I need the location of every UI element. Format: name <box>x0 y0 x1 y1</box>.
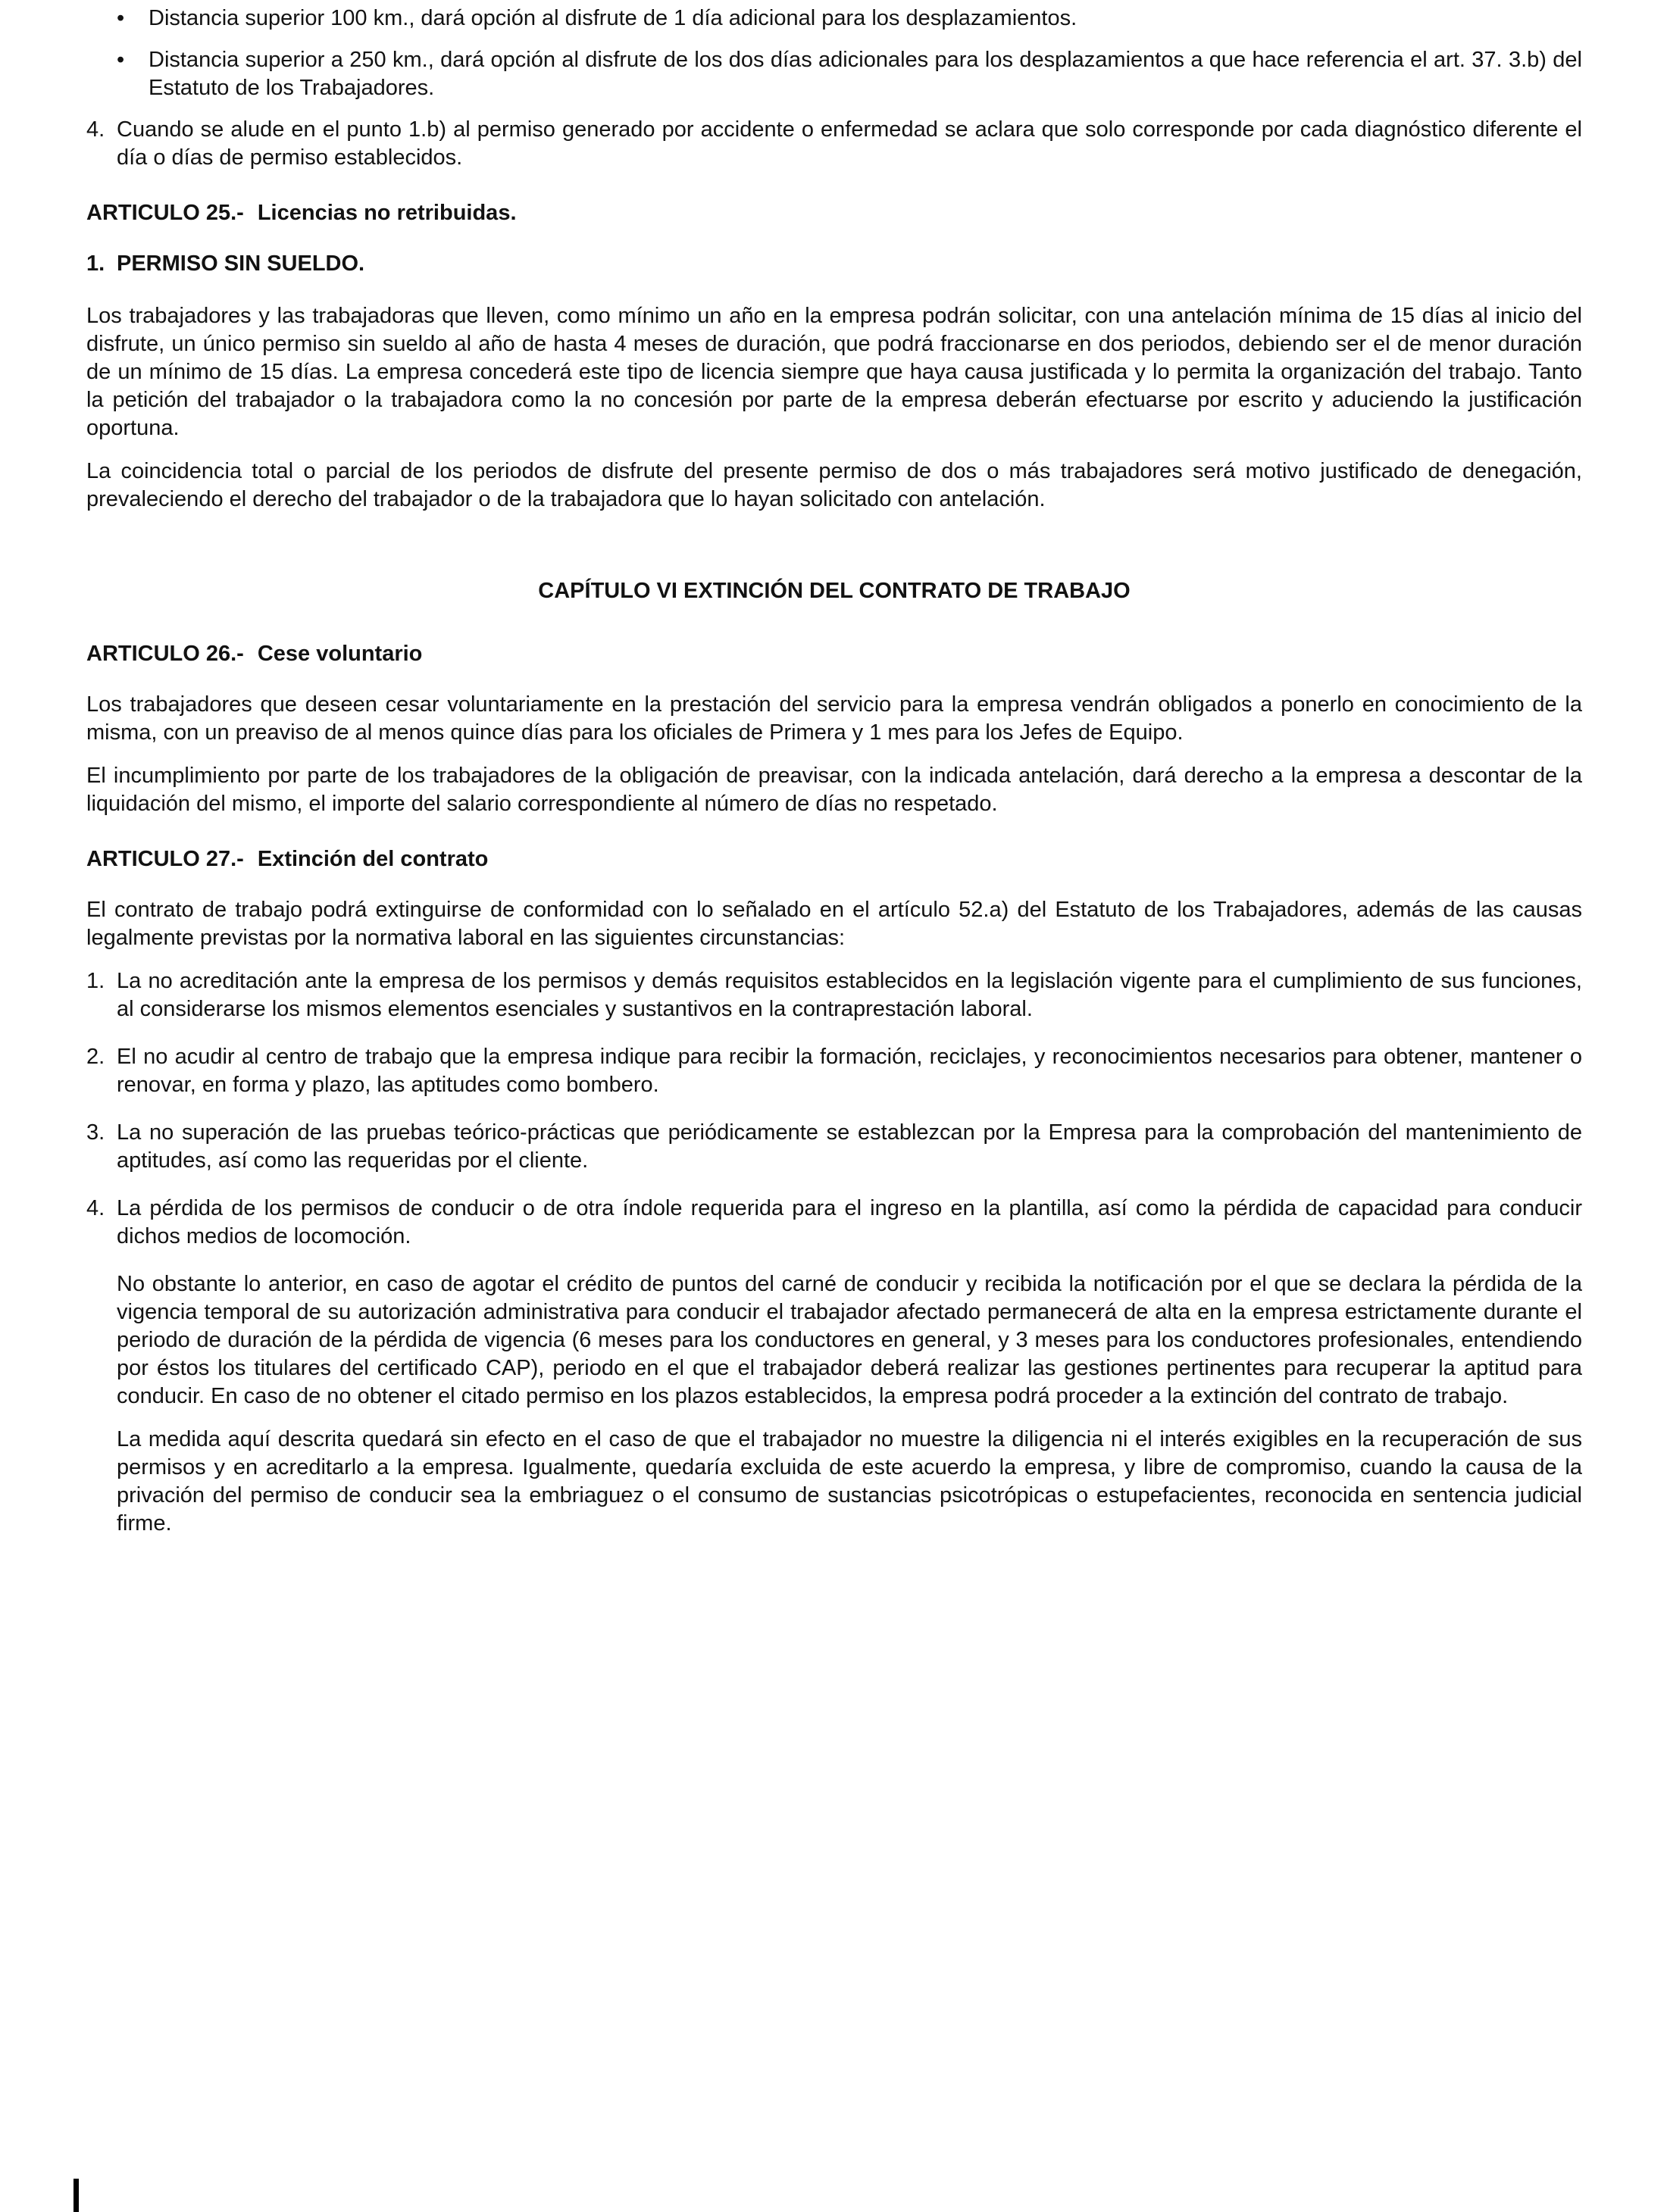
article-27-label: ARTICULO 27.- <box>86 847 244 871</box>
article-25-heading <box>86 199 1582 227</box>
circumstance-item <box>86 1195 1582 1251</box>
circumstance-item <box>86 1119 1582 1175</box>
paragraph: Los trabajadores que deseen cesar voluntariamente en la prestación del servicio para la empresa vendrán obligados a ponerlo en conocimiento de la misma, con un preaviso de al menos quince días para los oficiales de Primera y 1 mes para los Jefes de Equipo. <box>86 692 1582 745</box>
bullet-item <box>117 5 1582 33</box>
item-number: 1. <box>86 969 105 993</box>
article-27-title: Extinción del contrato <box>257 847 489 871</box>
bullet-text: Distancia superior 100 km., dará opción al disfrute de 1 día adicional para los desplazamientos. <box>149 6 1077 30</box>
bullet-marker-icon: • <box>117 6 125 30</box>
heading-number: 1. <box>86 252 105 276</box>
paragraph: Los trabajadores y las trabajadoras que lleven, como mínimo un año en la empresa podrán solicitar, con una antelación mínima de 15 días al inicio del disfrute, un único permiso sin sueldo al año de hasta 4 meses de duración, que podrá fraccionarse en dos periodos, debiendo ser el de menor duración de un mínimo de 15 días. La empresa concederá este tipo de licencia siempre que haya causa justificada y lo permita la organización del trabajo. Tanto la petición del trabajador o la trabajadora como la no concesión por parte de la empresa deberán efectuarse por escrito y aduciendo la justificación oportuna. <box>86 304 1582 440</box>
item-text: La no superación de las pruebas teórico-prácticas que periódicamente se establezcan por la Empresa para la comprobación del mantenimiento de aptitudes, así como las requeridas por el cliente. <box>117 1120 1582 1173</box>
paragraph: La coincidencia total o parcial de los periodos de disfrute del presente permiso de dos o más trabajadores será motivo justificado de denegación, prevaleciendo el derecho del trabajador o de la trabajadora que lo hayan solicitado con antelación. <box>86 459 1582 511</box>
paragraph: No obstante lo anterior, en caso de agotar el crédito de puntos del carné de conducir y recibida la notificación por el que se declara la pérdida de la vigencia temporal de su autorización administrativa para conducir el trabajador afectado permanecerá de alta en la empresa estrictamente durante el periodo de duración de la pérdida de vigencia (6 meses para los conductores en general, y 3 meses para los conductores profesionales, entendiendo por éstos los titulares del certificado CAP), periodo en el que el trabajador deberá realizar las gestiones pertinentes para recuperar la aptitud para conducir. En caso de no obtener el citado permiso en los plazos establecidos, la empresa podrá proceder a la extinción del contrato de trabajo. <box>117 1272 1582 1408</box>
article-26-title: Cese voluntario <box>257 642 423 666</box>
bullet-item <box>117 46 1582 102</box>
item-text: El no acudir al centro de trabajo que la empresa indique para recibir la formación, reciclajes, y reconocimientos necesarios para obtener, mantener o renovar, en forma y plazo, las aptitudes como bombero. <box>117 1045 1582 1097</box>
bullet-text: Distancia superior a 250 km., dará opción al disfrute de los dos días adicionales para los desplazamientos a que hace referencia el art. 37. 3.b) del Estatuto de los Trabajadores. <box>149 48 1582 100</box>
circumstance-item <box>86 1043 1582 1099</box>
paragraph: El incumplimiento por parte de los trabajadores de la obligación de preavisar, con la indicada antelación, dará derecho a la empresa a descontar de la liquidación del mismo, el importe del salario correspondiente al número de días no respetado. <box>86 764 1582 816</box>
article-25-label: ARTICULO 25.- <box>86 201 244 225</box>
distance-bullet-list <box>86 5 1582 102</box>
paragraph: El contrato de trabajo podrá extinguirse de conformidad con lo señalado en el artículo 52.a) del Estatuto de los Trabajadores, además de las causas legalmente previstas por la normativa laboral en las siguientes circunstancias: <box>86 898 1582 950</box>
article-26-heading <box>86 640 1582 668</box>
item-text: La pérdida de los permisos de conducir o de otra índole requerida para el ingreso en la plantilla, así como la pérdida de capacidad para conducir dichos medios de locomoción. <box>117 1196 1582 1248</box>
article-25-title: Licencias no retribuidas. <box>257 201 517 225</box>
item-number: 4. <box>86 117 105 142</box>
item-text: Cuando se alude en el punto 1.b) al permiso generado por accidente o enfermedad se aclara que solo corresponde por cada diagnóstico diferente el día o días de permiso establecidos. <box>117 117 1582 170</box>
article-27-heading <box>86 845 1582 873</box>
circumstance-item <box>86 967 1582 1023</box>
article-26-label: ARTICULO 26.- <box>86 642 244 666</box>
paragraph: La medida aquí descrita quedará sin efecto en el caso de que el trabajador no muestre la diligencia ni el interés exigibles en la recuperación de sus permisos y en acreditarlo a la empresa. Igualmente, quedaría excluida de este acuerdo la empresa, y libre de compromiso, cuando la causa de la privación del permiso de conducir sea la embriaguez o el consumo de sustancias psicotrópicas o estupefacientes, reconocida en sentencia judicial firme. <box>117 1427 1582 1536</box>
heading-title: PERMISO SIN SUELDO. <box>117 252 365 276</box>
numbered-clarification-item <box>86 116 1582 172</box>
item-text: La no acreditación ante la empresa de los permisos y demás requisitos establecidos en la legislación vigente para el cumplimiento de sus funciones, al considerarse los mismos elementos esenciales y sustantivos en la contraprestación laboral. <box>117 969 1582 1021</box>
permiso-sin-sueldo-heading <box>86 250 1582 278</box>
chapter-vi-heading: CAPÍTULO VI EXTINCIÓN DEL CONTRATO DE TRABAJO <box>538 579 1131 603</box>
item-number: 3. <box>86 1120 105 1145</box>
item-number: 2. <box>86 1045 105 1069</box>
bullet-marker-icon: • <box>117 48 125 72</box>
item-number: 4. <box>86 1196 105 1220</box>
scan-artifact-mark <box>73 2179 79 2212</box>
